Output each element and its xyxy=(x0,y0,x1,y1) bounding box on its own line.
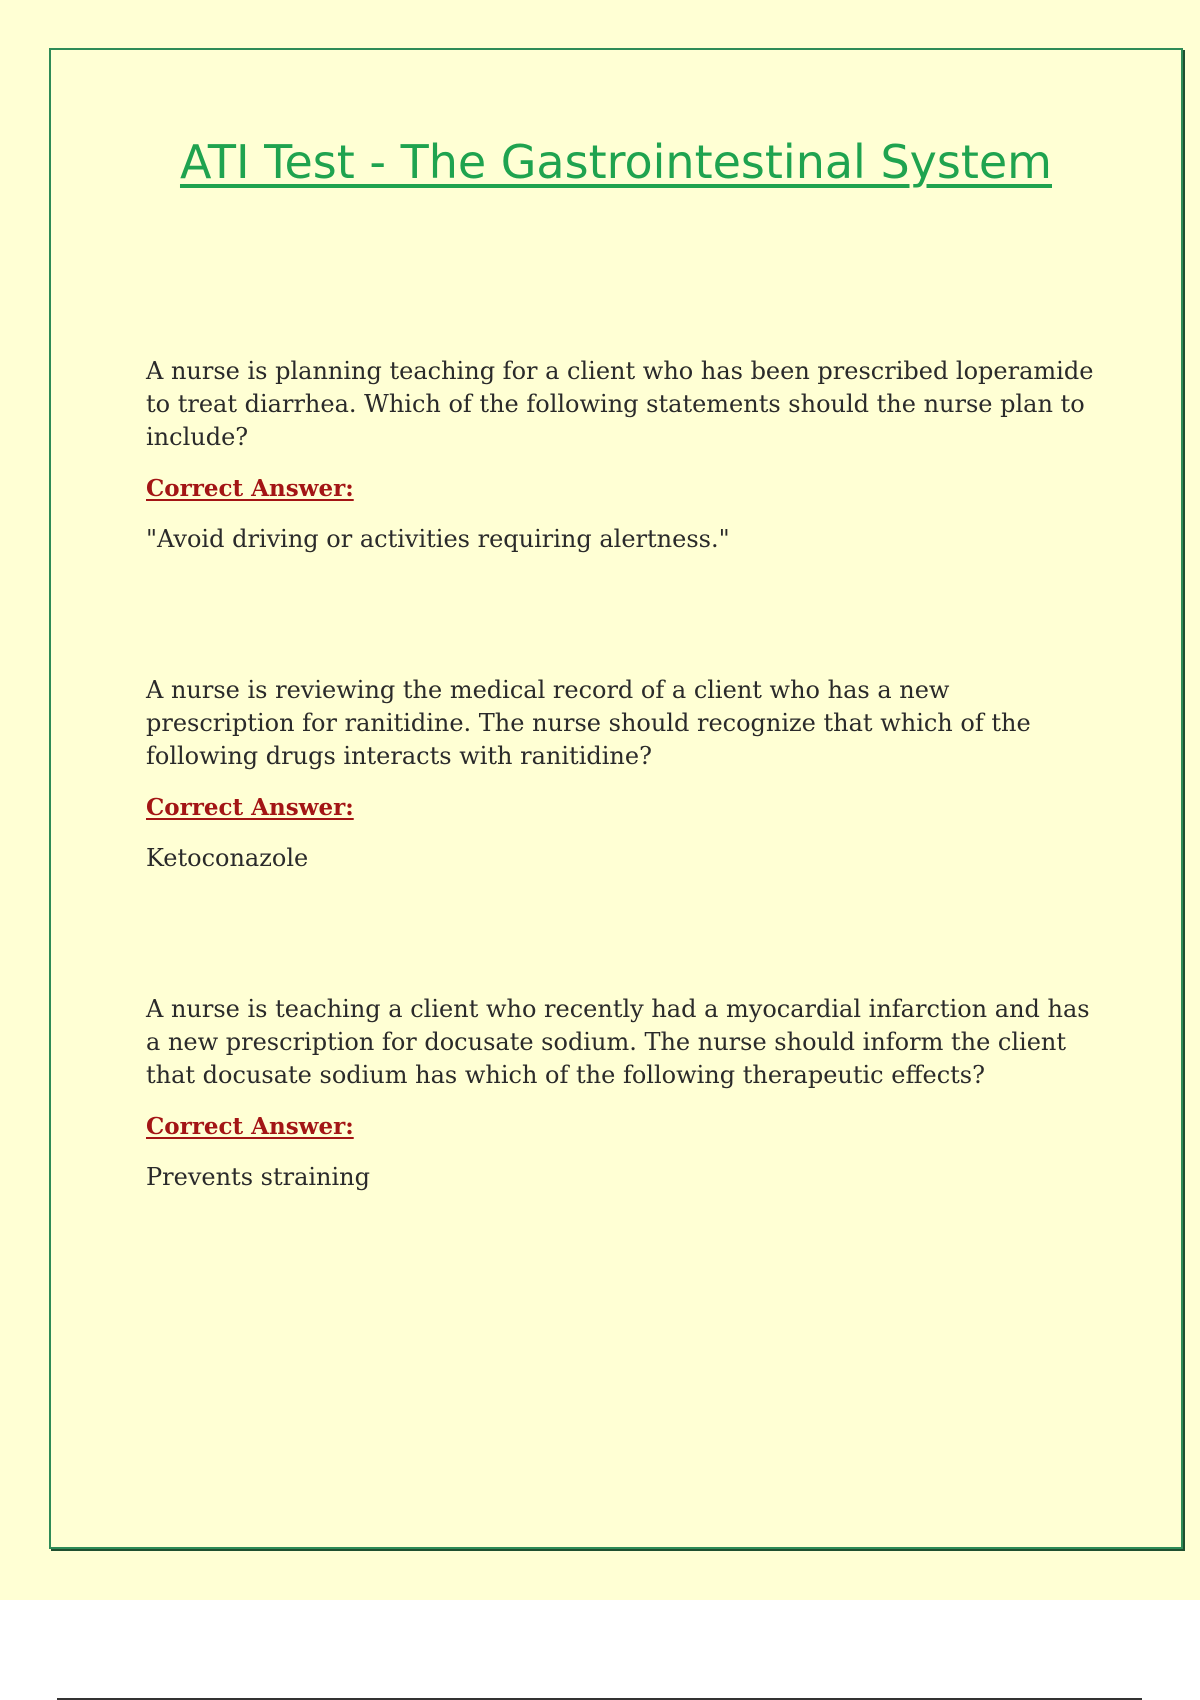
question-block-2 xyxy=(146,674,1096,873)
question-text: A nurse is teaching a client who recently had a myocardial infarction and has a new prescription for docusate sodium. The nurse should inform the client that docusate sodium has which of the following therapeutic effects? xyxy=(146,995,1090,1089)
question-block-3 xyxy=(146,993,1096,1192)
question-text: A nurse is reviewing the medical record of a client who has a new prescription for ranitidine. The nurse should recognize that which of the following drugs interacts with ranitidine? xyxy=(146,676,1031,770)
question-block-1 xyxy=(146,355,1096,554)
answer-text: "Avoid driving or activities requiring alertness." xyxy=(146,525,730,553)
answer-text: Ketoconazole xyxy=(146,844,309,872)
question-text: A nurse is planning teaching for a client who has been prescribed loperamide to treat diarrhea. Which of the following statements should the nurse plan to include? xyxy=(146,357,1094,451)
page-title xyxy=(0,135,1200,189)
correct-answer-label: Correct Answer: xyxy=(146,794,354,821)
page-title-text: ATI Test - The Gastrointestinal System xyxy=(179,135,1052,189)
answer-text: Prevents straining xyxy=(146,1163,371,1191)
correct-answer-label: Correct Answer: xyxy=(146,475,354,502)
correct-answer-label: Correct Answer: xyxy=(146,1113,354,1140)
